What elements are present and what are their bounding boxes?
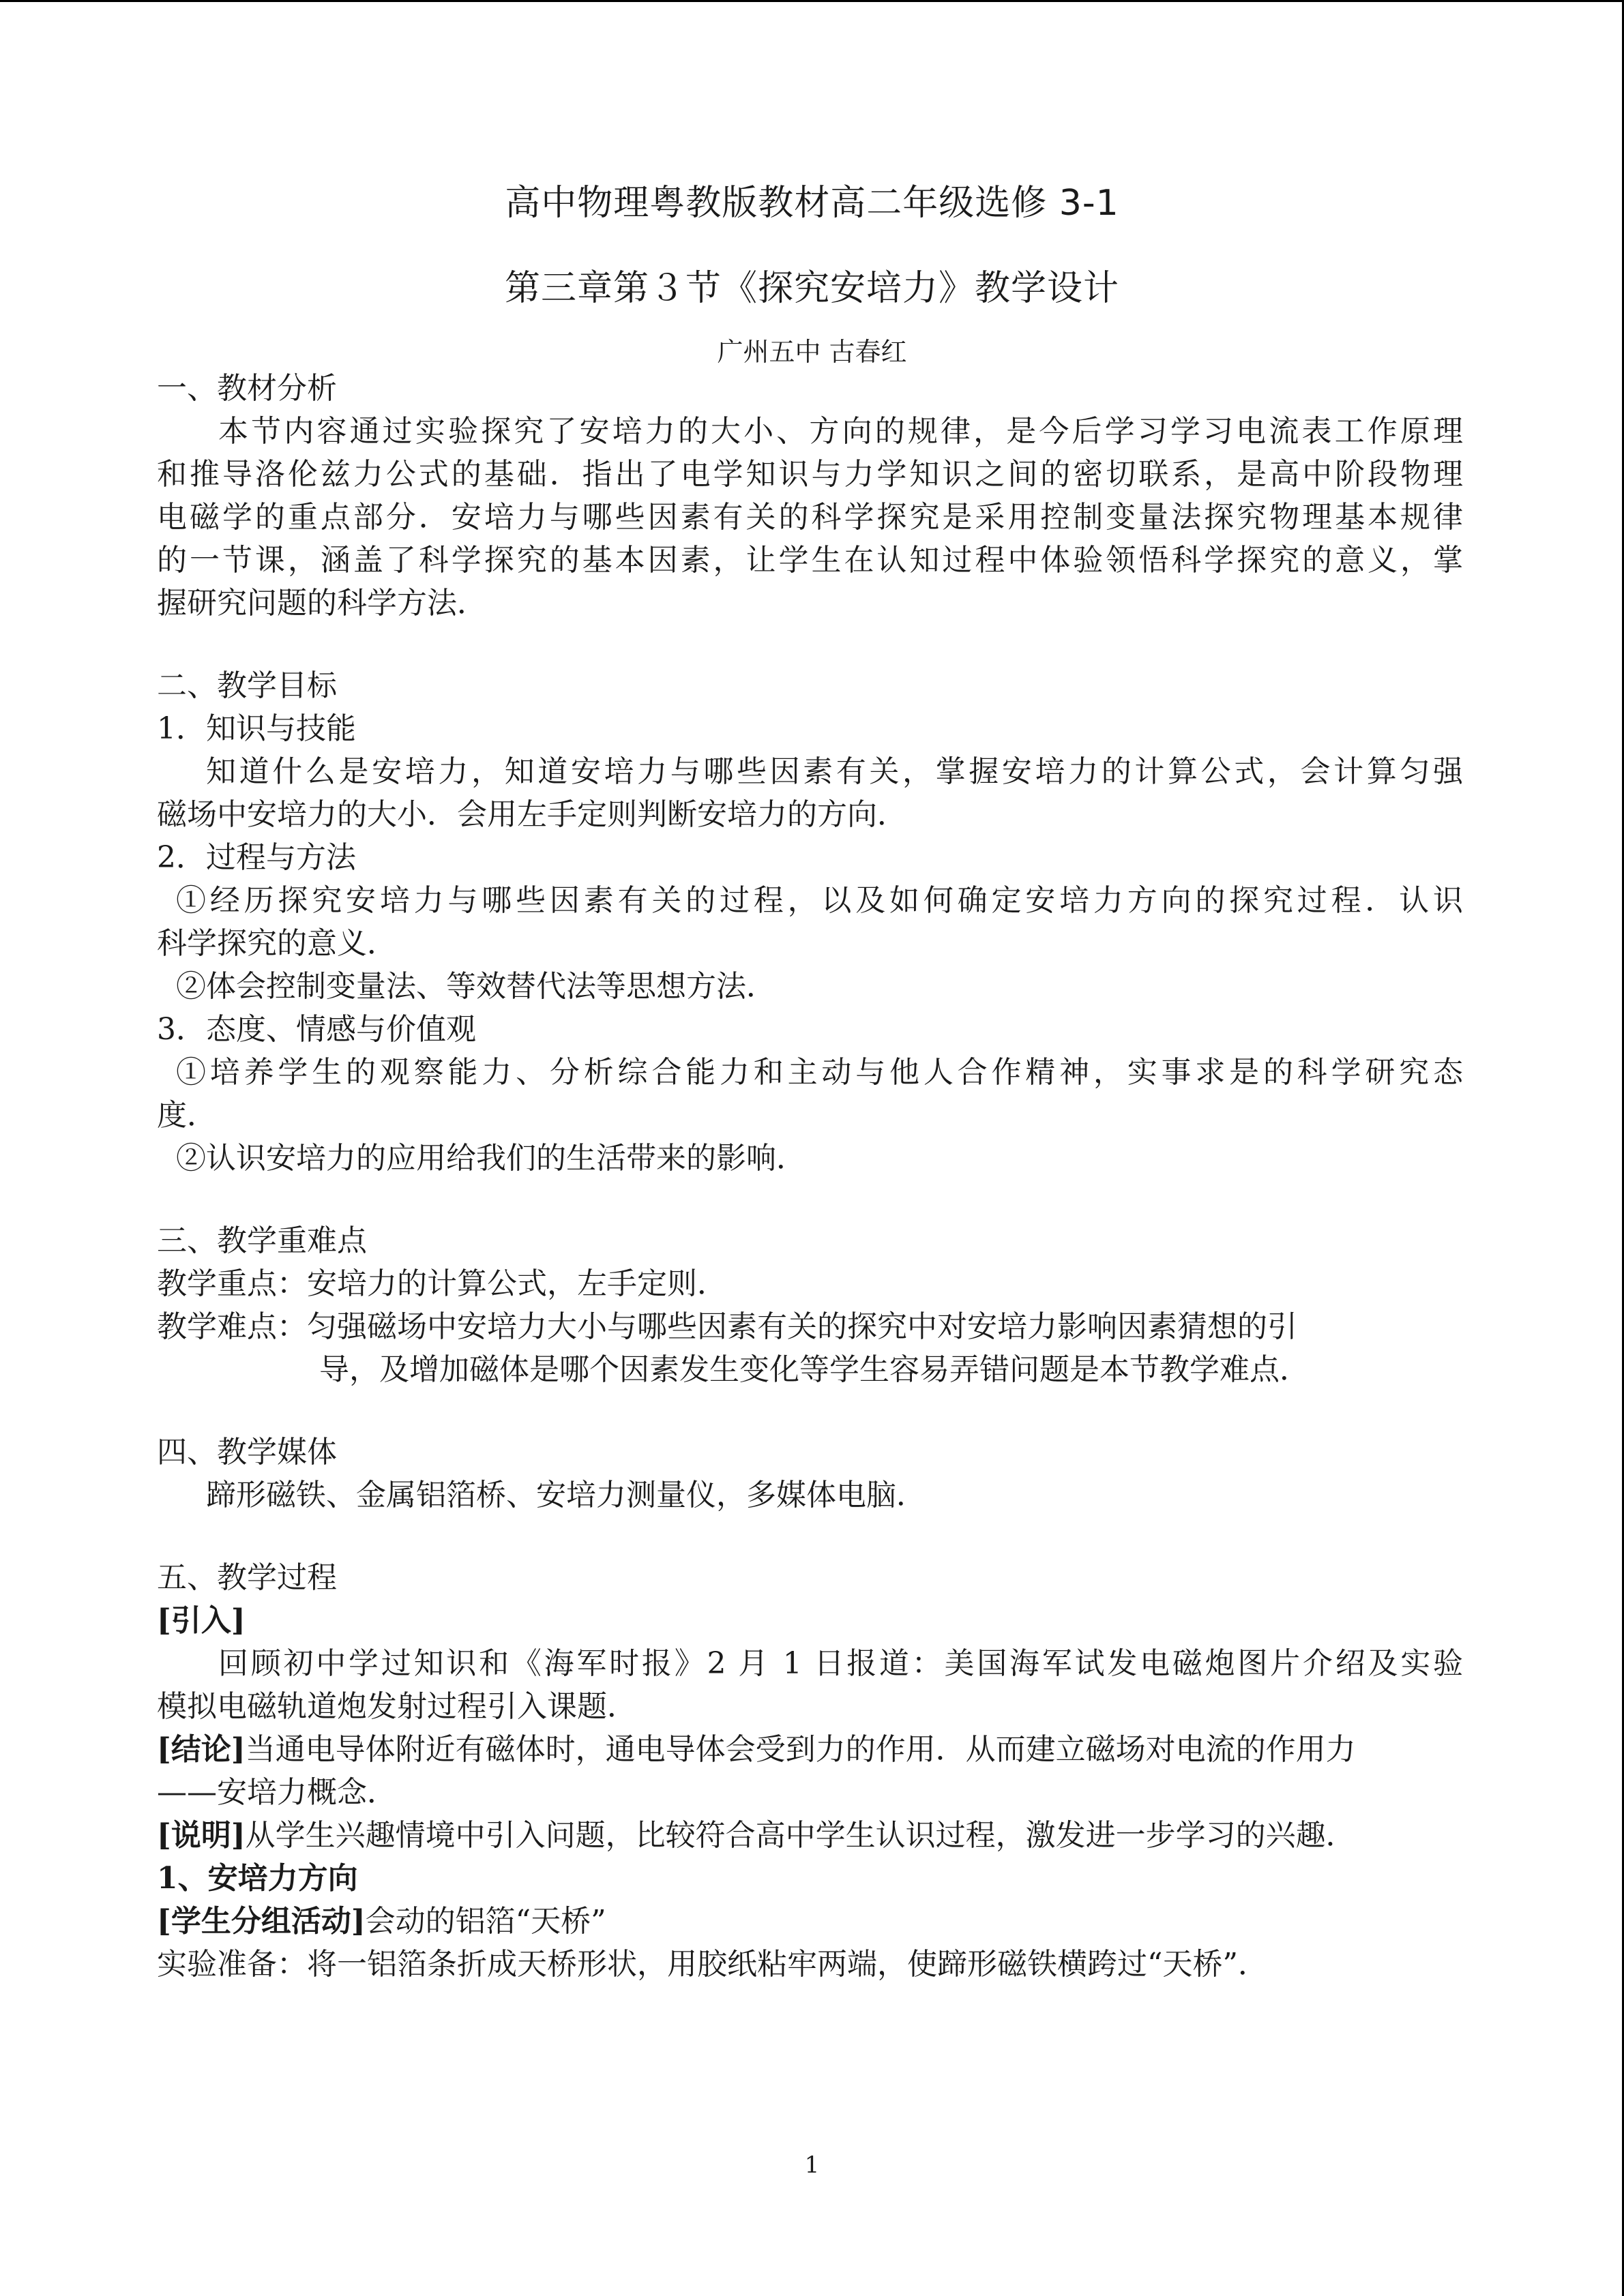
paragraph-line: 本节内容通过实验探究了安培力的大小、方向的规律，是今后学习学习电流表工作原理 [218, 414, 1463, 449]
paragraph-line: 知道什么是安培力，知道安培力与哪些因素有关，掌握安培力的计算公式，会计算匀强 [206, 754, 1463, 789]
conclusion-text: 当通电导体附近有磁体时，通电导体会受到力的作用．从而建立磁场对电流的作用力 [245, 1732, 1356, 1767]
note-tag: [说明] [157, 1818, 246, 1853]
section-heading-key-points: 三、教学重难点 [157, 1223, 367, 1258]
note-line [157, 1815, 1356, 1856]
paragraph-line: 蹄形磁铁、金属铝箔桥、安培力测量仪，多媒体电脑． [206, 1478, 926, 1512]
section-heading-material-analysis: 一、教材分析 [157, 371, 337, 406]
paragraph-line: 度． [157, 1098, 217, 1133]
paragraph-line: 的一节课，涵盖了科学探究的基本因素，让学生在认知过程中体验领悟科学探究的意义，掌 [157, 543, 1463, 578]
paragraph-line: 科学探究的意义． [157, 926, 397, 961]
paragraph-line: 教学难点：匀强磁场中安培力大小与哪些因素有关的探究中对安培力影响因素猜想的引 [157, 1309, 1297, 1344]
section-heading-teaching-goals: 二、教学目标 [157, 668, 337, 703]
paragraph-line: ——安培力概念． [157, 1775, 397, 1810]
activity-tag: [学生分组活动] [157, 1904, 366, 1939]
conclusion-line [157, 1729, 1356, 1770]
paragraph-line: ②体会控制变量法、等效替代法等思想方法． [176, 969, 776, 1004]
paragraph-line: ①培养学生的观察能力、分析综合能力和主动与他人合作精神，实事求是的科学研究态 [176, 1055, 1463, 1090]
section-heading-teaching-media: 四、教学媒体 [157, 1435, 337, 1470]
subheading-process-methods: 2．过程与方法 [157, 840, 356, 875]
subheading-force-direction: 1、安培力方向 [157, 1861, 358, 1896]
activity-text: 会动的铝箔“天桥” [365, 1904, 606, 1939]
paragraph-line: 导，及增加磁体是哪个因素发生变化等学生容易弄错问题是本节教学难点． [319, 1352, 1310, 1387]
intro-tag: [引入] [157, 1603, 246, 1638]
paragraph-line: 教学重点：安培力的计算公式，左手定则． [157, 1266, 727, 1301]
paragraph-line: 回顾初中学过知识和《海军时报》2 月 1 日报道：美国海军试发电磁炮图片介绍及实验 [218, 1646, 1463, 1681]
paragraph-line: 实验准备：将一铝箔条折成天桥形状，用胶纸粘牢两端，使蹄形磁铁横跨过“天桥”． [157, 1947, 1268, 1982]
page-number: 1 [804, 2151, 820, 2179]
paragraph-line: 磁场中安培力的大小．会用左手定则判断安培力的方向． [157, 797, 907, 832]
conclusion-tag: [结论] [157, 1732, 246, 1767]
paragraph-line: 模拟电磁轨道炮发射过程引入课题． [157, 1689, 637, 1724]
activity-line [157, 1901, 606, 1942]
paragraph-line: ②认识安培力的应用给我们的生活带来的影响． [176, 1141, 806, 1176]
subheading-attitude-values: 3．态度、情感与价值观 [157, 1012, 476, 1047]
paragraph-line: ①经历探究安培力与哪些因素有关的过程，以及如何确定安培力方向的探究过程．认识 [176, 883, 1463, 918]
author-line: 广州五中 古春红 [717, 337, 907, 367]
subheading-knowledge-skills: 1．知识与技能 [157, 711, 356, 746]
section-heading-teaching-process: 五、教学过程 [157, 1560, 337, 1595]
paragraph-line: 握研究问题的科学方法． [157, 586, 487, 621]
document-subtitle: 第三章第３节《探究安培力》教学设计 [504, 268, 1119, 309]
document-title: 高中物理粤教版教材高二年级选修 3-1 [505, 183, 1119, 224]
note-text: 从学生兴趣情境中引入问题，比较符合高中学生认识过程，激发进一步学习的兴趣． [245, 1818, 1356, 1853]
paragraph-line: 电磁学的重点部分．安培力与哪些因素有关的科学探究是采用控制变量法探究物理基本规律 [157, 500, 1463, 535]
paragraph-line: 和推导洛伦兹力公式的基础．指出了电学知识与力学知识之间的密切联系，是高中阶段物理 [157, 457, 1463, 492]
